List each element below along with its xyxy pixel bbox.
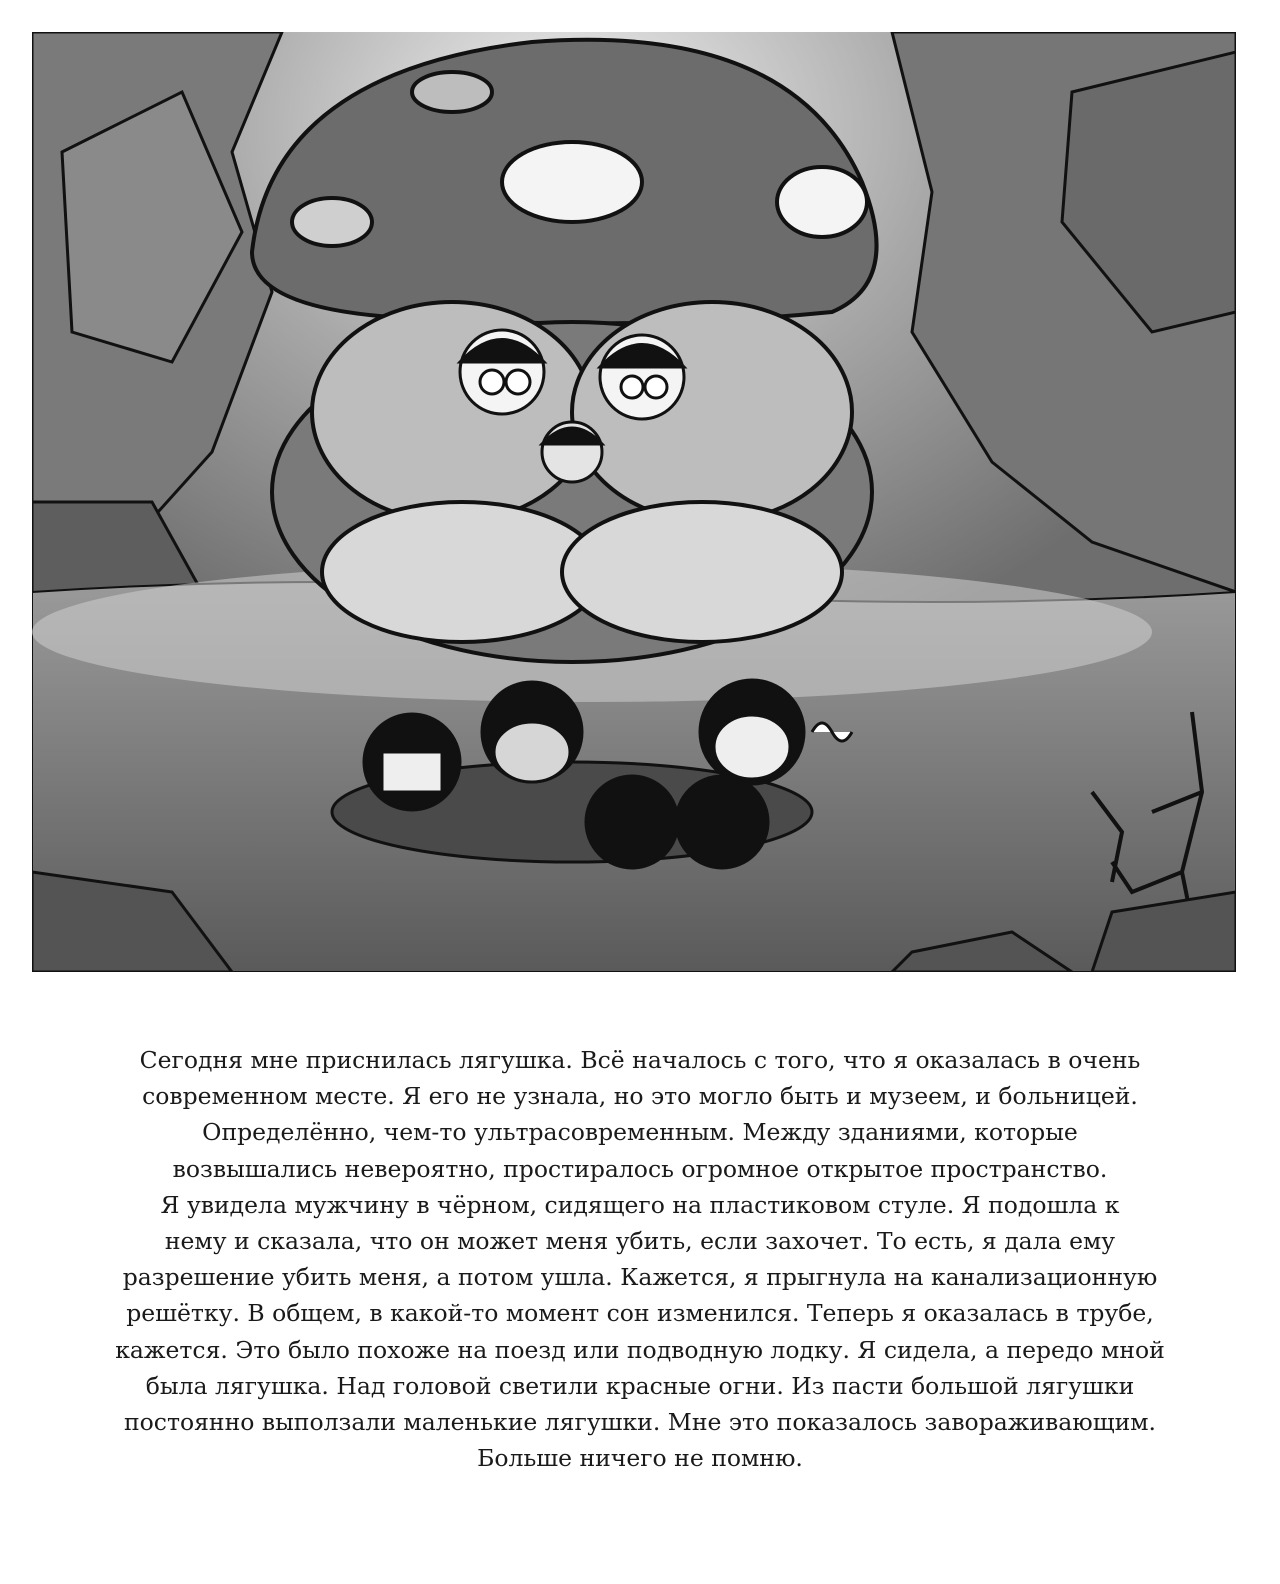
story-line: современном месте. Я его не узнала, но это могло быть и музеем, и больницей. — [142, 1082, 1138, 1111]
story-line: была лягушка. Над головой светили красные огни. Из пасти большой лягушки — [145, 1371, 1135, 1400]
story-line: Больше ничего не помню. — [477, 1444, 803, 1473]
story-line: нему и сказала, что он может меня убить, если захочет. То есть, я дала ему — [164, 1227, 1116, 1256]
story-line: постоянно выползали маленькие лягушки. Мне это показалось завораживающим. — [123, 1408, 1156, 1437]
story-line: Я увидела мужчину в чёрном, сидящего на пластиковом стуле. Я подошла к — [160, 1190, 1120, 1219]
story-line: разрешение убить меня, а потом ушла. Кажется, я прыгнула на канализационную — [122, 1263, 1158, 1292]
story-line: Сегодня мне приснилась лягушка. Всё началось с того, что я оказалась в очень — [139, 1046, 1141, 1074]
comic-illustration — [32, 32, 1236, 972]
forest-mushroom-scene — [32, 32, 1236, 972]
story-line: решётку. В общем, в какой-то момент сон изменился. Теперь я оказалась в трубе, — [126, 1299, 1154, 1328]
story-line: кажется. Это было похоже на поезд или подводную лодку. Я сидела, а передо мной — [115, 1335, 1165, 1364]
story-line: Определённо, чем-то ультрасовременным. Между зданиями, которые — [202, 1118, 1078, 1147]
story-line: возвышались невероятно, простиралось огромное открытое пространство. — [172, 1154, 1108, 1183]
story-text — [60, 1042, 1220, 1476]
